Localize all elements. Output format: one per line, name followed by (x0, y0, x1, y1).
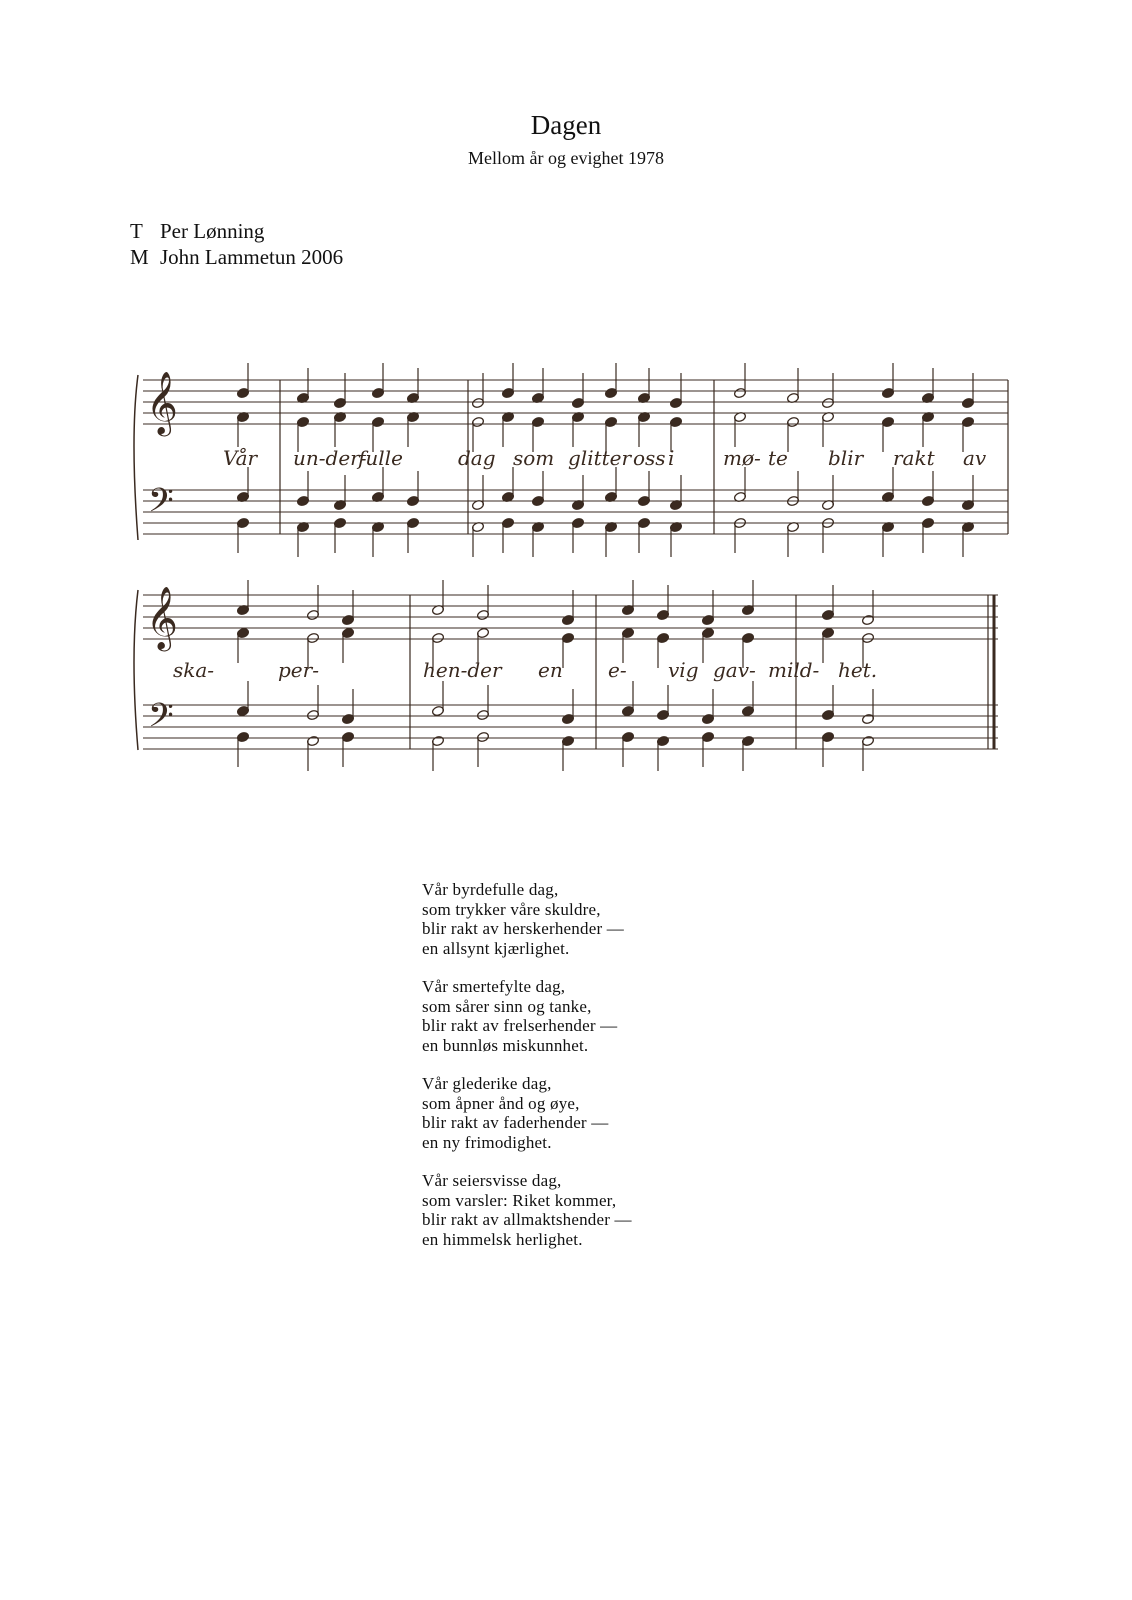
music-score (128, 325, 1018, 775)
stanza-line: en bunnløs miskunnhet. (422, 1035, 589, 1055)
system-1-lyrics (223, 446, 987, 470)
lyric-syllable: Vår (223, 446, 258, 470)
credit-text-key: T (130, 219, 143, 243)
stanza-line: blir rakt av faderhender — (422, 1113, 609, 1132)
lyric-syllable: mild- (768, 658, 820, 682)
stanza-line: blir rakt av herskerhender — (422, 919, 624, 938)
lyric-syllable: het. (838, 658, 878, 682)
stanza (422, 1171, 632, 1249)
credit-music (130, 244, 343, 270)
system-2-lyrics (173, 658, 877, 682)
lyric-syllable: blir (828, 446, 864, 470)
page-title: Dagen (530, 110, 602, 140)
lyric-syllable: mø- (723, 446, 761, 470)
lyrics-text (422, 880, 632, 1268)
lyric-syllable: vig (668, 658, 699, 682)
score-system-1 (134, 363, 1008, 557)
stanza-line: som varsler: Riket kommer, (422, 1190, 617, 1210)
bass-clef-icon: 𝄢 (148, 482, 174, 527)
stanza-line: Vår seiersvisse dag, (422, 1171, 562, 1190)
stanza-line: blir rakt av frelserhender — (422, 1016, 618, 1035)
lyric-syllable: dag (458, 446, 496, 470)
treble-clef-icon: 𝄞 (146, 588, 178, 648)
stanza (422, 977, 632, 1055)
stanza-line: som trykker våre skuldre, (422, 899, 601, 919)
system-1-brace (134, 375, 138, 540)
stanza-line: en allsynt kjærlighet. (422, 938, 570, 958)
lyric-syllable: e- (608, 658, 627, 682)
stanza-line: Vår glederike dag, (422, 1074, 552, 1093)
lyric-syllable: gav- (713, 658, 756, 682)
lyric-syllable: av (963, 446, 987, 470)
stanza (422, 880, 632, 958)
credit-text (130, 218, 343, 244)
lyric-syllable: i (668, 446, 675, 470)
lyric-syllable: te (768, 446, 788, 470)
stanza-line: som åpner ånd og øye, (422, 1093, 580, 1113)
bass-clef-icon: 𝄢 (148, 697, 174, 742)
stanza-line: en himmelsk herlighet. (422, 1229, 583, 1249)
credit-text-author: Per Lønning (160, 219, 265, 243)
treble-clef-icon: 𝄞 (146, 373, 178, 433)
stanza-line: en ny frimodighet. (422, 1132, 552, 1152)
page-subtitle: Mellom år og evighet 1978 (468, 148, 664, 168)
lyric-syllable: som (513, 446, 555, 470)
score-system-2 (134, 580, 998, 771)
stanza-line: Vår byrdefulle dag, (422, 880, 559, 899)
lyric-syllable: glitter (568, 446, 632, 470)
lyric-syllable: oss (633, 446, 666, 470)
credit-music-key: M (130, 245, 149, 269)
stanza-line: Vår smertefylte dag, (422, 977, 566, 996)
stanza-line: blir rakt av allmaktshender — (422, 1210, 632, 1229)
lyric-syllable: un-der- (293, 446, 367, 470)
lyric-syllable: hen-der (423, 658, 502, 682)
lyric-syllable: rakt (893, 446, 935, 470)
stanza (422, 1074, 632, 1152)
lyric-syllable: en (538, 658, 563, 682)
stanza-line: som sårer sinn og tanke, (422, 996, 592, 1016)
lyric-syllable: ska- (173, 658, 215, 682)
system-2-brace (134, 590, 138, 750)
lyric-syllable: fulle (358, 446, 403, 470)
credit-music-composer: John Lammetun 2006 (160, 245, 344, 269)
credits (130, 218, 343, 270)
lyric-syllable: per- (278, 658, 319, 682)
